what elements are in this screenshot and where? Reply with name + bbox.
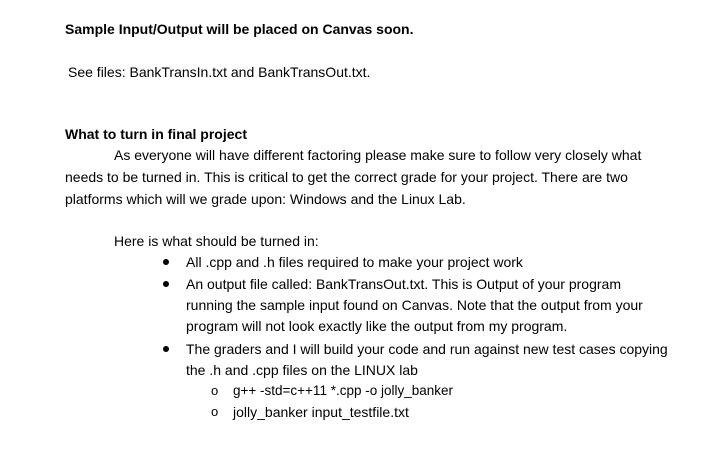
bullet-line: All .cpp and .h files required to make your project work (186, 254, 523, 270)
bullet-line: program will not look exactly like the output from my program. (186, 318, 568, 334)
bullet-dot-icon (163, 346, 169, 352)
bullet-dot-icon (163, 259, 169, 265)
heading: Sample Input/Output will be placed on Canvas soon. (65, 21, 414, 37)
bullet-dot-icon (163, 281, 169, 287)
sub-bullet-circle-icon: o (211, 404, 219, 419)
paragraph-line: needs to be turned in. This is critical to get the correct grade for your project. There are two (65, 169, 628, 185)
bullet-line: The graders and I will build your code and run against new test cases copying (186, 341, 668, 357)
sub-bullet-line: jolly_banker input_testfile.txt (233, 404, 409, 420)
see-files-text: See files: BankTransIn.txt and BankTransOut.txt. (68, 64, 371, 80)
section-title: What to turn in final project (65, 126, 247, 142)
paragraph-line: platforms which will we grade upon: Windows and the Linux Lab. (65, 191, 466, 207)
paragraph-line: As everyone will have different factoring please make sure to follow very closely what (114, 147, 642, 163)
bullet-line: the .h and .cpp files on the LINUX lab (186, 362, 418, 378)
bullet-line: running the sample input found on Canvas. Note that the output from your (186, 297, 643, 313)
list-intro: Here is what should be turned in: (114, 233, 319, 249)
sub-bullet-circle-icon: o (211, 383, 219, 398)
sub-bullet-line: g++ -std=c++11 *.cpp -o jolly_banker (233, 383, 454, 398)
bullet-line: An output file called: BankTransOut.txt. This is Output of your program (186, 276, 621, 292)
